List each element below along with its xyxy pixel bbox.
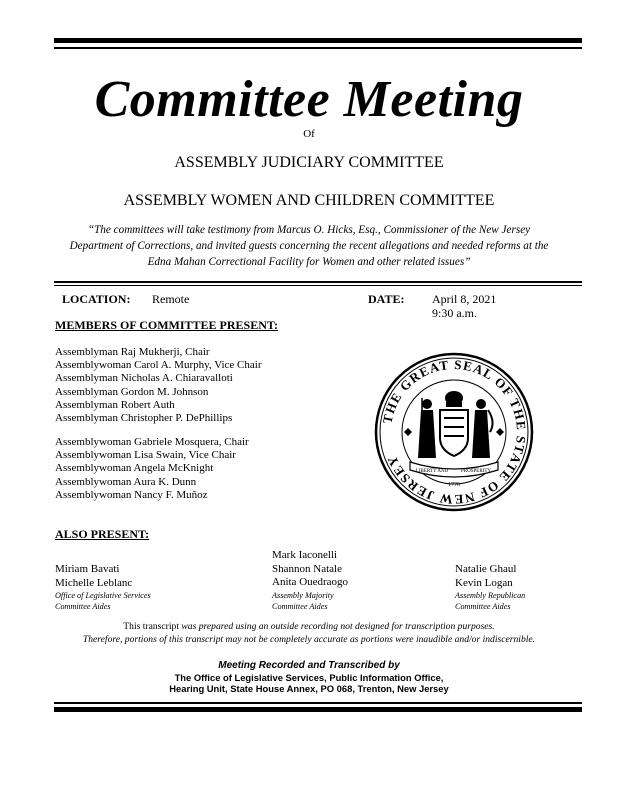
date-value: April 8, 2021 [432, 292, 497, 306]
seal-ribbon-left: LIBERTY AND [415, 469, 449, 474]
committee-name-2: ASSEMBLY WOMEN AND CHILDREN COMMITTEE [123, 192, 495, 209]
list-item: Assemblyman Robert Auth [55, 398, 175, 411]
recorded-by [0, 660, 618, 695]
staff-role: Assembly Majority [272, 590, 334, 600]
top-rule-thick [54, 38, 582, 43]
committee-name-1: ASSEMBLY JUDICIARY COMMITTEE [174, 154, 444, 171]
list-item: Assemblywoman Lisa Swain, Vice Chair [55, 449, 236, 462]
staff-role: Committee Aides [455, 602, 511, 611]
time-value: 9:30 a.m. [432, 306, 477, 320]
of-label: Of [303, 128, 315, 140]
recorded-line: The Office of Legislative Services, Public Information Office, [174, 671, 444, 683]
bottom-rule-thick [54, 707, 582, 712]
description-line: “The committees will take testimony from Marcus O. Hicks, Esq., Commissioner of the New Jersey [87, 224, 531, 236]
staff-role: Assembly Republican [455, 591, 526, 600]
list-item: Assemblywoman Angela McKnight [55, 462, 214, 475]
list-item: Assemblyman Gordon M. Johnson [55, 385, 209, 398]
seal-year: 1776 [448, 482, 460, 488]
date-label: DATE: [368, 292, 405, 306]
note-word: This [123, 621, 141, 632]
also-present-col-2 [272, 549, 348, 612]
bottom-rule-thin [54, 702, 582, 704]
state-seal-icon [374, 352, 534, 512]
list-item: Assemblyman Raj Mukherji, Chair [55, 346, 210, 358]
mid-rule-2 [54, 285, 582, 286]
list-item: Assemblyman Nicholas A. Chiaravalloti [55, 372, 233, 385]
staff-name: Shannon Natale [272, 562, 342, 575]
also-present-col-3 [455, 563, 525, 612]
members-heading: MEMBERS OF COMMITTEE PRESENT: [55, 318, 279, 332]
note-text: Therefore, portions of this transcript may not be completely accurate as portions were inaudible and/or indiscernible. [82, 634, 536, 645]
description-line: Edna Mahan Correctional Facility for Women and other related issues” [147, 256, 471, 268]
staff-name: Michelle Leblanc [55, 576, 133, 589]
women-children-members-list [55, 436, 249, 502]
location-label: LOCATION: [62, 292, 131, 306]
staff-name: Kevin Logan [455, 576, 513, 589]
transcript-note [0, 620, 618, 646]
staff-name: Natalie Ghaul [455, 563, 517, 575]
recorded-title: Meeting Recorded and Transcribed by [218, 660, 400, 671]
list-item: Assemblywoman Aura K. Dunn [55, 475, 197, 488]
also-present-heading: ALSO PRESENT: [55, 527, 150, 541]
staff-role: Office of Legislative Services [55, 591, 151, 600]
location-value: Remote [152, 292, 190, 306]
note-text: was prepared using an outside recording not designed for transcription purposes. [181, 621, 495, 632]
list-item: Assemblywoman Gabriele Mosquera, Chair [55, 436, 249, 448]
staff-name: Mark Iaconelli [272, 549, 338, 561]
staff-name: Miriam Bavati [55, 563, 120, 575]
list-item: Assemblywoman Carol A. Murphy, Vice Chair [55, 359, 262, 372]
list-item: Assemblyman Christopher P. DePhillips [55, 412, 233, 425]
also-present-col-1 [55, 563, 151, 612]
page-title: Committee Meeting [94, 71, 524, 128]
note-word: transcript [140, 621, 182, 632]
judiciary-members-list [55, 346, 261, 425]
recorded-line: Hearing Unit, State House Annex, PO 068, Trenton, New Jersey [169, 683, 449, 694]
seal-text: THE GREAT SEAL OF THE STATE OF NEW JERSEY [379, 356, 530, 508]
description-line: Department of Corrections, and invited guests concerning the recent allegations and needed reforms at the [69, 240, 549, 252]
top-rule-thin [54, 47, 582, 49]
staff-name: Anita Ouedraogo [272, 576, 349, 588]
list-item: Assemblywoman Nancy F. Muñoz [55, 488, 208, 501]
mid-rule-1 [54, 281, 582, 283]
staff-role: Committee Aides [272, 601, 328, 611]
meeting-description [52, 222, 566, 270]
staff-role: Committee Aides [55, 602, 111, 611]
seal-ribbon-right: PROSPERITY [460, 469, 492, 474]
